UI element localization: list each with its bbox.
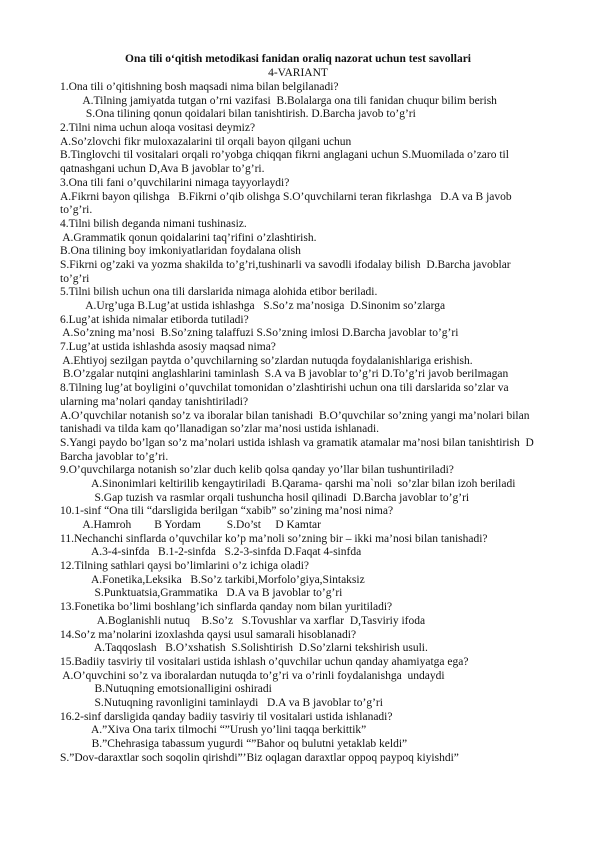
text-line: S.Gap tuzish va rasmlar orqali tushuncha hosil qilinadi D.Barcha javoblar to’g’ri (60, 491, 470, 504)
text-line: to’g’ri (60, 272, 90, 285)
text-line: A.Boglanishli nutuq B.So’z S.Tovushlar va xarflar D,Tasviriy ifoda (60, 614, 426, 627)
text-line: 1.Ona tili o’qitishning bosh maqsadi nima bilan belgilanadi? (60, 81, 339, 93)
text-line: B.Tinglovchi til vositalari orqali ro’yobga chiqqan fikrni anglagani uchun S.Muomilada o’zaro til (60, 149, 509, 162)
text-line: 14.So’z ma’nolarini izoxlashda qaysi usul samarali hisoblanadi? (60, 628, 357, 641)
text-line: A.Fonetika,Leksika B.So’z tarkibi,Morfolo’giya,Sintaksiz (60, 573, 365, 586)
text-line: 11.Nechanchi sinflarda o’quvchilar ko’p ma’noli so’zning bir – ikki ma’nosi bilan tanishadi? (60, 532, 488, 545)
text-line: 7.Lug’at ustida ishlashda asosiy maqsad nima? (60, 341, 276, 354)
text-line: A.So’zlovchi fikr muloxazalarini til orqali bayon qilgani uchun (60, 135, 352, 148)
text-line: B.O’zgalar nutqini anglashlarini taminlash S.A va B javoblar to’g’ri D.To’g’ri javob berilmagan (60, 368, 509, 381)
questions-body (60, 81, 590, 765)
text-line: 2.Tilni nima uchun aloqa vositasi deymiz? (60, 122, 256, 135)
text-line: Barcha javoblar to’g’ri. (60, 450, 169, 463)
text-line: S.Yangi paydo bo’lgan so’z ma’nolari ustida ishlash va gramatik atamalar ma’nosi bilan tanishtirish D (60, 436, 534, 449)
variant-label: 4-VARIANT (268, 67, 328, 79)
text-line: A.O’quvchilar notanish so’z va iboralar bilan tanishadi B.O’quvchilar so’zning yangi ma’nolari bilan (60, 409, 530, 422)
text-line: qatnashgani uchun D,Ava B javoblar to’g’ri. (60, 163, 265, 176)
text-line: 12.Tilning sathlari qaysi bo’limlarini o’z ichiga oladi? (60, 560, 310, 573)
text-line: 3.Ona tili fani o’quvchilarini nimaga tayyorlaydi? (60, 176, 290, 189)
text-line: 16.2-sinf darsligida qanday badiiy tasviriy til vositalari ustida ishlanadi? (60, 710, 393, 723)
text-line: 4.Tilni bilish deganda nimani tushinasiz. (60, 217, 247, 230)
text-line: B.Ona tilining boy imkoniyatlaridan foydalana olish (60, 245, 301, 258)
text-line: tanishadi va tilda kam qo’llanadigan so’zlar ma’nosi ustida ishlanadi. (60, 423, 380, 436)
text-line: A.Sinonimlari keltirilib kengaytiriladi B.Qarama- qarshi ma`noli so’zlar bilan izoh beriladi (60, 477, 516, 490)
text-line: B.”Chehrasiga tabassum yugurdi “”Bahor oq bulutni yetaklab keldi” (60, 738, 408, 750)
text-line: S.Nutuqning ravonligini taminlaydi D.A va B javoblar to’g’ri (60, 696, 383, 709)
text-line: A.O’quvchini so’z va iboralardan nutuqda to’g’ri va o’rinli foydalanishga undaydi (60, 669, 445, 682)
text-line: 15.Badiiy tasviriy til vositalari ustida ishlash o’quvchilar uchun qanday ahamiyatga ega? (60, 655, 469, 668)
text-line: A.”Xiva Ona tarix tilmochi “”Urush yo’lini taqqa berkittik” (60, 724, 367, 737)
text-line: A.Grammatik qonun qoidalarini taq’rifini o’zlashtirish. (60, 231, 317, 244)
text-line: 6.Lug’at ishida nimalar etiborda tutiladi? (60, 313, 249, 326)
text-line: 10.1-sinf “Ona tili “darsligida berilgan “xabib” so’zining ma’nosi nima? (60, 505, 394, 518)
text-line: 8.Tilning lug’at boyligini o’quvchilat tomonidan o’zlashtirishi uchun ona tili darslarida so’zlar va (60, 382, 509, 395)
text-line: A.Fikrni bayon qilishga B.Fikrni o’qib olishga S.O’quvchilarni teran fikrlashga D.A va B javob (60, 190, 512, 203)
text-line: 9.O’quvchilarga notanish so’zlar duch kelib qolsa qanday yo’llar bilan tushuntiriladi? (60, 464, 454, 477)
text-line: A.Tilning jamiyatda tutgan o’rni vazifasi B.Bolalarga ona tili fanidan chuqur bilim berish (60, 94, 497, 107)
text-line: B.Nutuqning emotsionalligini oshiradi (60, 683, 272, 696)
text-line: A.3-4-sinfda B.1-2-sinfda S.2-3-sinfda D.Faqat 4-sinfda (60, 546, 362, 559)
text-line: S.Punktuatsia,Grammatika D.A va B javoblar to’g’ri (60, 587, 343, 600)
text-line: ularning ma’nolari qanday tanishtiriladi? (60, 395, 249, 408)
text-line: A.Ehtiyoj sezilgan paytda o’quvchilarning so’zlardan nutuqda foydalanishlariga erishish. (60, 354, 473, 367)
text-line: S.Fikrni og’zaki va yozma shakilda to’g’ri,tushinarli va savodli ifodalay bilish D.Barcha javoblar (60, 258, 511, 271)
text-line: A.Urg’uga B.Lug’at ustida ishlashga S.So’z ma’nosiga D.Sinonim so’zlarga (60, 300, 446, 312)
text-line: to’g’ri. (60, 204, 93, 217)
text-line: 5.Tilni bilish uchun ona tili darslarida nimaga alohida etibor beriladi. (60, 286, 378, 299)
text-line: 13.Fonetika bo’limi boshlang’ich sinflarda qanday nom bilan yuritiladi? (60, 601, 393, 614)
document-title: Ona tili o‘qitish metodikasi fanidan oraliq nazorat uchun test savollari (125, 53, 471, 65)
text-line: A.So’zning ma’nosi B.So’zning talaffuzi S.So’zning imlosi D.Barcha javoblar to’g’ri (60, 327, 459, 340)
text-line: S.”Dov-daraxtlar soch soqolin qirishdi”’Biz oqlagan daraxtlar oppoq paypoq kiyishdi” (60, 751, 459, 764)
text-line: S.Ona tilining qonun qoidalari bilan tanishtirish. D.Barcha javob to’g’ri (60, 108, 416, 121)
text-line: A.Taqqoslash B.O’xshatish S.Solishtirish D.So’zlarni tekshirish usuli. (60, 642, 428, 655)
text-line: A.Hamroh B Yordam S.Do’st D Kamtar (60, 519, 321, 531)
